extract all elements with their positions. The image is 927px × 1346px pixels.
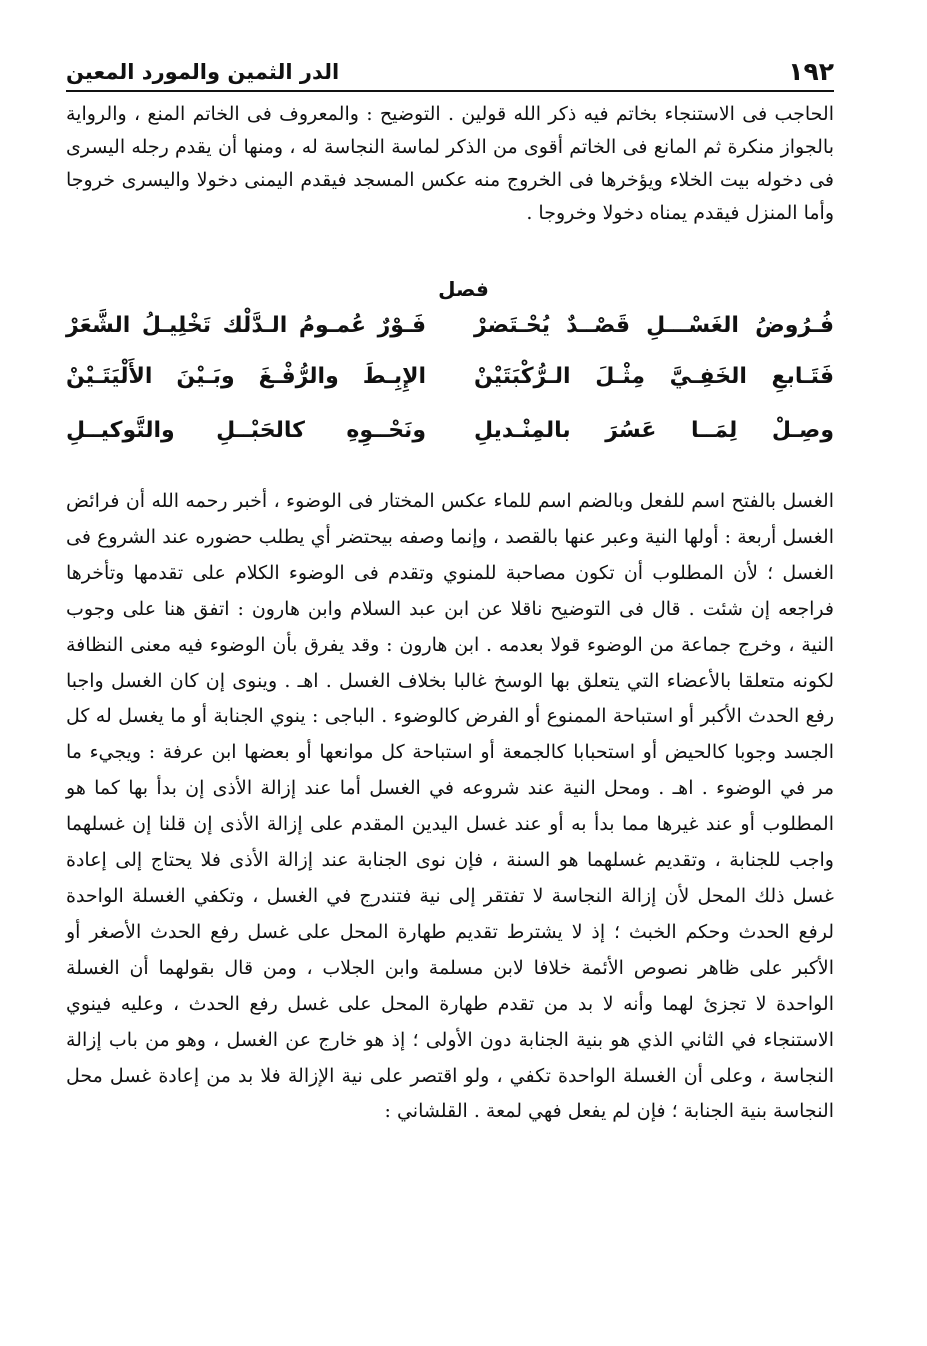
verse-second-hemistich: ونَحْــوِهِ كالحَبْــلِ والتَّوكيــلِ <box>66 418 426 443</box>
verse-first-hemistich: فُـرُوضُ الغَسْـــلِ قَصْــدٌ يُحْـتَضرْ <box>474 313 834 338</box>
verse-line <box>66 418 834 458</box>
verse-second-hemistich: الإِبِـطَ والرُّفْـغَ وبَـيْنَ الأَلْيَتَـيْنْ <box>66 364 426 389</box>
verse-first-hemistich: وصِـلْ لِمَــا عَسُرَ بالمِنْـديلِ <box>474 418 834 443</box>
page-number: ١٩٢ <box>788 57 834 86</box>
body-paragraph-1: الحاجب فى الاستنجاء بخاتم فيه ذكر الله قولين . التوضيح : والمعروف فى الخاتم المنع ، والرواية بالجواز منكرة ثم المانع فى الخاتم أقوى من الذكر لماسة النجاسة له ، ومنها أن يقدم رجله اليسرى فى دخوله بيت الخلاء ويؤخرها فى الخروج منه عكس المسجد فيقدم اليمنى دخولا واليسرى خروجا وأما المنزل فيقدم يمناه دخولا وخروجا . <box>66 103 834 224</box>
body-paragraph-2: الغسل بالفتح اسم للفعل وبالضم اسم للماء عكس المختار فى الوضوء ، أخبر رحمه الله أن فرائض الغسل أربعة : أولها النية وعبر عنها بالقصد ، وإنما وصفه بيحتضر أي يطلب حضوره عند الشروع فى الغسل ؛ لأن المطلوب أن تكون مصاحبة للمنوي وتقدم فى الوضوء الكلام على تقدمها وتأخرها فراجعه إن شئت . قال فى التوضيح ناقلا عن ابن عبد السلام وابن هارون : اتفق هنا على وجوب النية ، وخرج جماعة من الوضوء قولا بعدمه . ابن هارون : وقد يفرق بأن الوضوء فيه معنى النظافة لكونه متعلقا بالأعضاء التي يتعلق بها الوسخ غالبا بخلاف الغسل . اهـ . وينوى إن كان الغسل واجبا رفع الحدث الأكبر أو استباحة الممنوع أو الفرض كالوضوء . الباجى : ينوي الجنابة أو ما يغسل له كل الجسد وجوبا كالحيض أو استحبابا كالجمعة أو استباحة كل موانعها أو بعضها ابن عرفة : ويجيء ما مر في الوضوء . اهـ . ومحل النية عند شروعه في الغسل أما عند إزالة الأذى إن بدأ بها كما هو المطلوب أو عند غيرها مما بدأ به أو عند غسل اليدين المقدم على إزالة الأذى إن قلنا إن غسلهما واجب للجنابة ، وتقديم غسلهما هو السنة ، فإن نوى الجنابة عند إزالة الأذى فلا يحتاج إلى إعادة غسل ذلك المحل لأن إزالة النجاسة لا تفتقر إلى نية فتندرج في الغسل ، وتكفي الغسلة الواحدة لرفع الحدث وحكم الخبث ؛ إذ لا يشترط تقديم طهارة المحل على غسل رفع الحدث الأصغر أو الأكبر على ظاهر نصوص الأئمة خلافا لابن مسلمة وابن الجلاب ، ومن قال بقولهما أن الغسلة الواحدة لا تجزئ لهما وأنه لا بد من تقدم طهارة المحل على غسل رفع الحدث ، وعليه فينوي الاستنجاء في الثاني الذي هو بنية الجنابة دون الأولى ؛ إذ هو خارج عن الغسل ، وهو من باب إزالة النجاسة ، وعلى أن الغسلة الواحدة تكفي ، ولو اقتصر على نية الإزالة فلا بد من إعادة غسل محل النجاسة بنية الجنابة ؛ فإن لم يفعل فهي لمعة . القلشاني : <box>66 490 834 1123</box>
verse-line <box>66 364 834 404</box>
verse-second-hemistich: فَـوْرٌ عُمـومُ الـدَّلْك تَخْلِيـلُ الشَّعَرْ <box>66 313 426 338</box>
section-heading: فصل <box>438 277 489 301</box>
verse-first-hemistich: فَتَـابعِ الخَفِـيَّ مِثْـلَ الـرُّكْبَتَيْنْ <box>474 364 834 389</box>
running-title: الدر الثمين والمورد المعين <box>66 60 340 84</box>
verse-line <box>66 313 834 353</box>
page-header <box>66 52 834 92</box>
